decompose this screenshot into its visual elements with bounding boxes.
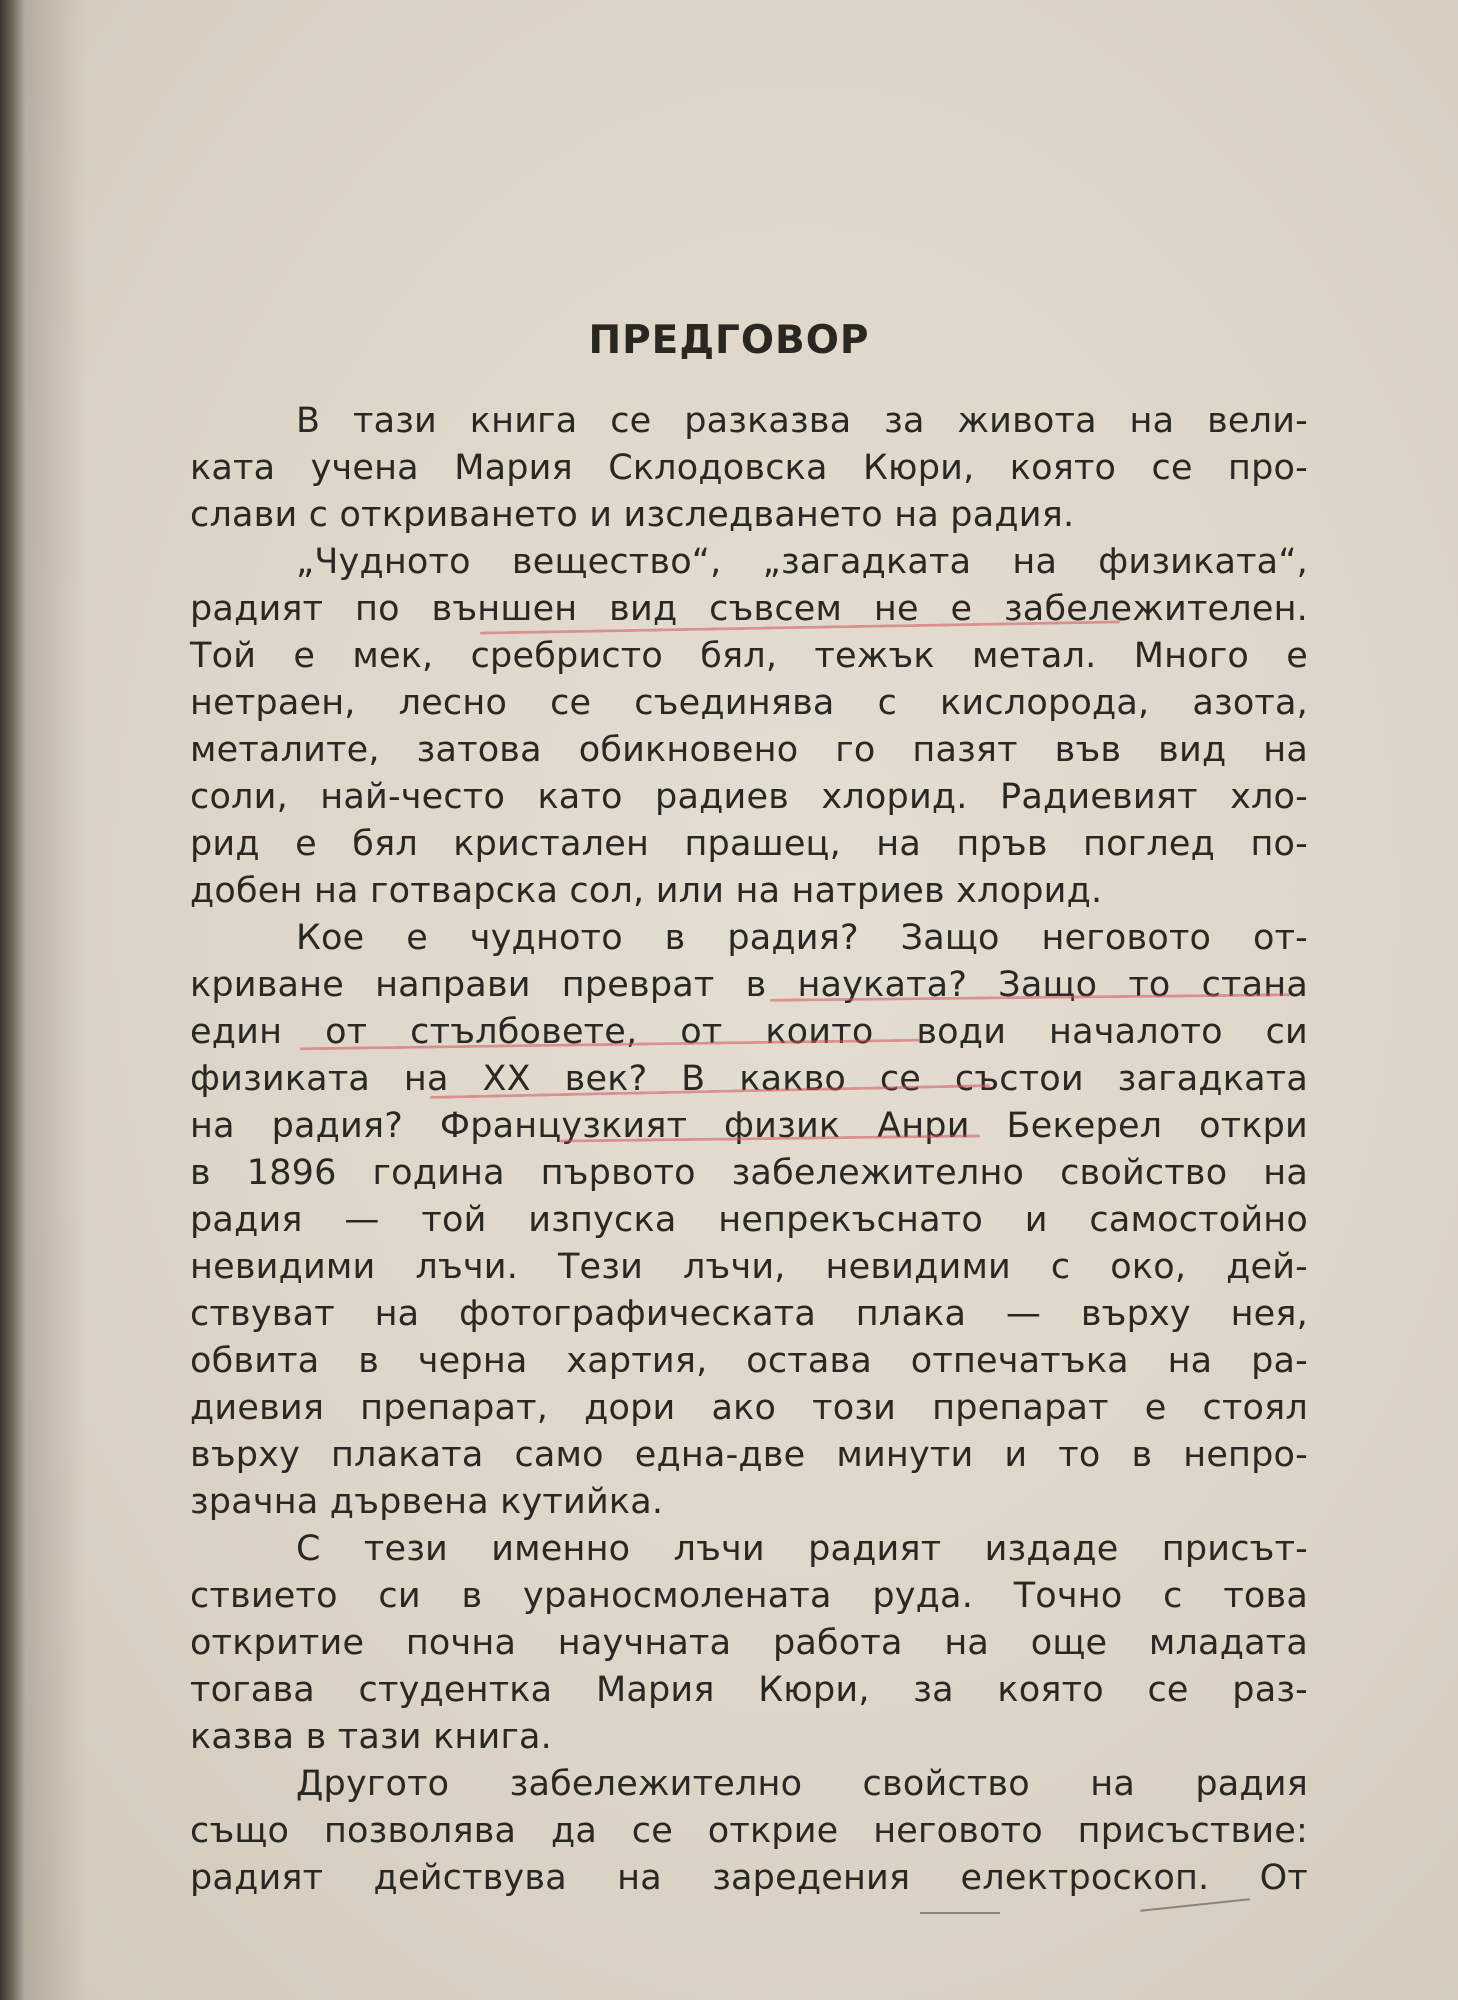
- text-line: „Чудното вещество“, „загадката на физиката“,: [296, 542, 1308, 582]
- page-gutter-shadow: [26, 0, 86, 2000]
- text-line: обвита в черна хартия, остава отпечатъка на ра-: [190, 1341, 1308, 1381]
- text-line: диевия препарат, дори ако този препарат е стоял: [190, 1388, 1308, 1428]
- text-line: криване направи преврат в науката? Защо то стана: [190, 965, 1308, 1005]
- text-line: ствието си в ураносмолената руда. Точно с това: [190, 1576, 1308, 1616]
- text-line: металите, затова обикновено го пазят във вид на: [190, 730, 1308, 770]
- text-line: откритие почна научната работа на още младата: [190, 1623, 1308, 1663]
- text-line: ствуват на фотографическата плака — върху нея,: [190, 1294, 1308, 1334]
- text-line: С тези именно лъчи радият издаде присът-: [296, 1529, 1308, 1569]
- text-line: в 1896 година първото забележително свойство на: [190, 1153, 1308, 1193]
- pencil-mark: [920, 1912, 1000, 1914]
- text-line: казва в тази книга.: [190, 1717, 553, 1757]
- text-line: невидими лъчи. Тези лъчи, невидими с око, дей-: [190, 1247, 1308, 1287]
- text-line: един от стълбовете, от които води началото си: [190, 1012, 1308, 1052]
- text-line: радият действува на заредения електроскоп. От: [190, 1858, 1308, 1898]
- text-line: слави с откриването и изследването на радия.: [190, 495, 1075, 535]
- text-line: също позволява да се открие неговото присъствие:: [190, 1811, 1308, 1851]
- text-line: физиката на XX век? В какво се състои загадката: [190, 1059, 1308, 1099]
- text-line: зрачна дървена кутийка.: [190, 1482, 664, 1522]
- text-line: Той е мек, сребристо бял, тежък метал. Много е: [190, 636, 1308, 676]
- text-line: Кое е чудното в радия? Защо неговото от-: [296, 918, 1308, 958]
- text-line: соли, най-често като радиев хлорид. Радиевият хло-: [190, 777, 1308, 817]
- text-line: на радия? Французкият физик Анри Бекерел откри: [190, 1106, 1308, 1146]
- text-line: нетраен, лесно се съединява с кислорода, азота,: [190, 683, 1308, 723]
- book-binding: [0, 0, 26, 2000]
- page-heading: ПРЕДГОВОР: [588, 318, 870, 363]
- text-line: Другото забележително свойство на радия: [296, 1764, 1308, 1804]
- text-line: върху плаката само една-две минути и то в непро-: [190, 1435, 1308, 1475]
- text-line: радия — той изпуска непрекъснато и самостойно: [190, 1200, 1308, 1240]
- text-line: добен на готварска сол, или на натриев хлорид.: [190, 871, 1103, 911]
- text-line: тогава студентка Мария Кюри, за която се раз-: [190, 1670, 1308, 1710]
- text-line: В тази книга се разказва за живота на вели-: [296, 401, 1308, 441]
- text-line: ката учена Мария Склодовска Кюри, която се про-: [190, 448, 1308, 488]
- text-line: радият по външен вид съвсем не е забележителен.: [190, 589, 1308, 629]
- text-line: рид е бял кристален прашец, на пръв поглед по-: [190, 824, 1308, 864]
